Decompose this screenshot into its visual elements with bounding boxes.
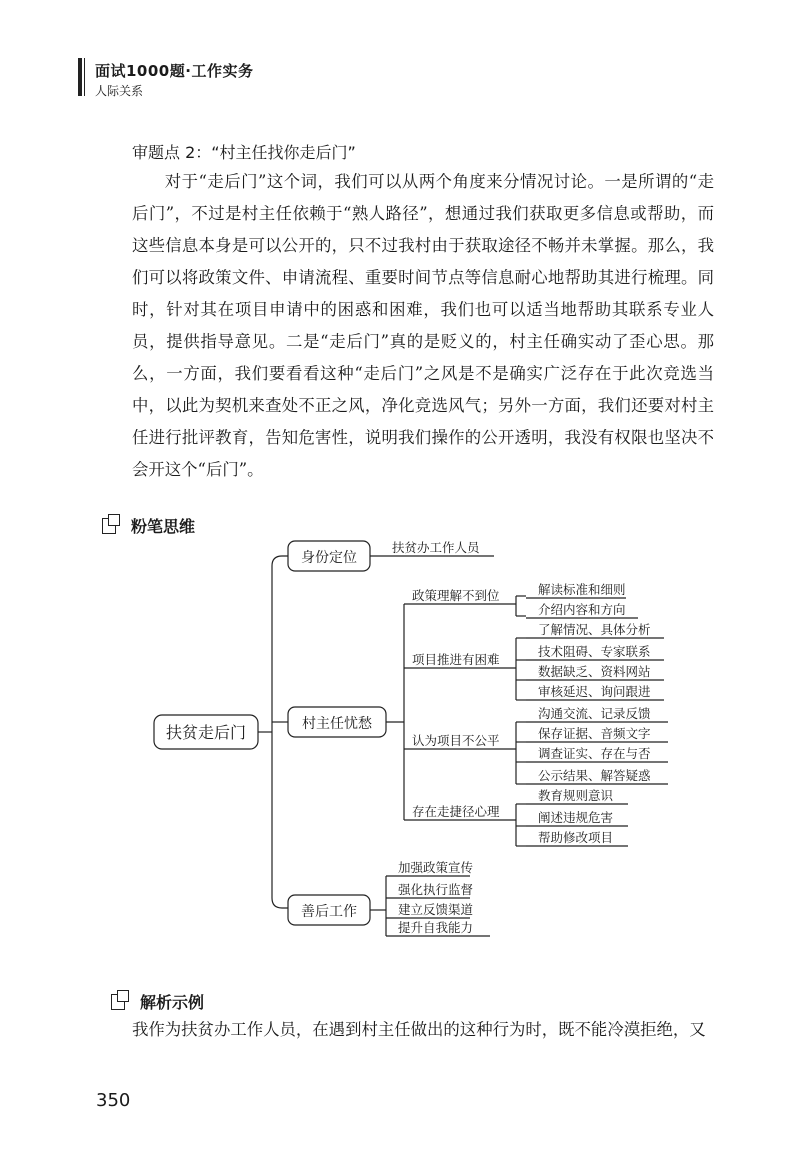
leaf-fairness-4: 公示结果、解答疑惑 (538, 768, 651, 783)
leaf-shortcut-2: 阐述违规危害 (538, 810, 614, 825)
leaf-policy-2: 介绍内容和方向 (538, 602, 626, 617)
leaf-fairness-2: 保存证据、音频文字 (538, 726, 651, 741)
leaf-aftercare-4: 提升自我能力 (398, 920, 474, 935)
group-fairness: 认为项目不公平 (412, 733, 500, 748)
group-policy: 政策理解不到位 (412, 588, 500, 603)
analysis-section-title: 解析示例 (140, 993, 205, 1012)
leaf-fairness-1: 沟通交流、记录反馈 (538, 706, 651, 721)
analysis-text: 我作为扶贫办工作人员，在遇到村主任做出的这种行为时，既不能冷漠拒绝，又 (132, 1020, 706, 1039)
branch-aftercare: 善后工作 (301, 904, 357, 920)
mindmap-section-title: 粉笔思维 (131, 517, 196, 536)
group-progress: 项目推进有困难 (412, 652, 500, 667)
mindmap-root: 扶贫走后门 (165, 723, 247, 742)
group-shortcut: 存在走捷径心理 (412, 804, 500, 819)
book-title: 面试1000题·工作实务 (95, 62, 254, 80)
leaf-shortcut-1: 教育规则意识 (538, 788, 614, 803)
chapter-title: 人际关系 (95, 84, 144, 98)
page-number: 350 (96, 1090, 131, 1111)
leaf-progress-2: 技术阻碍、专家联系 (538, 644, 651, 659)
paragraph-text: 对于“走后门”这个词，我们可以从两个角度来分情况讨论。一是所谓的“走后门”，不过是村主任依赖于“熟人路径”，想通过我们获取更多信息或帮助，而这些信息本身是可以公开的，只不过我村由于获取途径不畅并未掌握。那么，我们可以将政策文件、申请流程、重要时间节点等信息耐心地帮助其进行梳理。同时，针对其在项目申请中的困惑和困难，我们也可以适当地帮助其联系专业人员，提供指导意见。二是“走后门”真的是贬义的，村主任确实动了歪心思。那么，一方面，我们要看看这种“走后门”之风是不是确实广泛存在于此次竞选当中，以此为契机来查处不正之风，净化竞选风气；另外一方面，我们还要对村主任进行批评教育，告知危害性，说明我们操作的公开透明，我没有权限也坚决不会开这个“后门”。 (132, 172, 714, 479)
leaf-fairness-3: 调查证实、存在与否 (538, 746, 651, 761)
section-heading: 审题点 2：“村主任找你走后门” (132, 143, 356, 162)
analysis-section-icon (111, 990, 131, 1010)
leaf-identity-1: 扶贫办工作人员 (392, 540, 480, 555)
branch-worry: 村主任忧愁 (302, 716, 372, 732)
branch-identity: 身份定位 (301, 550, 357, 566)
leaf-aftercare-3: 建立反馈渠道 (398, 902, 474, 917)
leaf-progress-4: 审核延迟、询问跟进 (538, 684, 651, 699)
leaf-aftercare-2: 强化执行监督 (398, 882, 474, 897)
leaf-progress-3: 数据缺乏、资料网站 (538, 664, 651, 679)
leaf-shortcut-3: 帮助修改项目 (538, 830, 614, 845)
leaf-policy-1: 解读标准和细则 (538, 582, 626, 597)
leaf-progress-1: 了解情况、具体分析 (538, 622, 651, 637)
leaf-aftercare-1: 加强政策宣传 (398, 860, 474, 875)
